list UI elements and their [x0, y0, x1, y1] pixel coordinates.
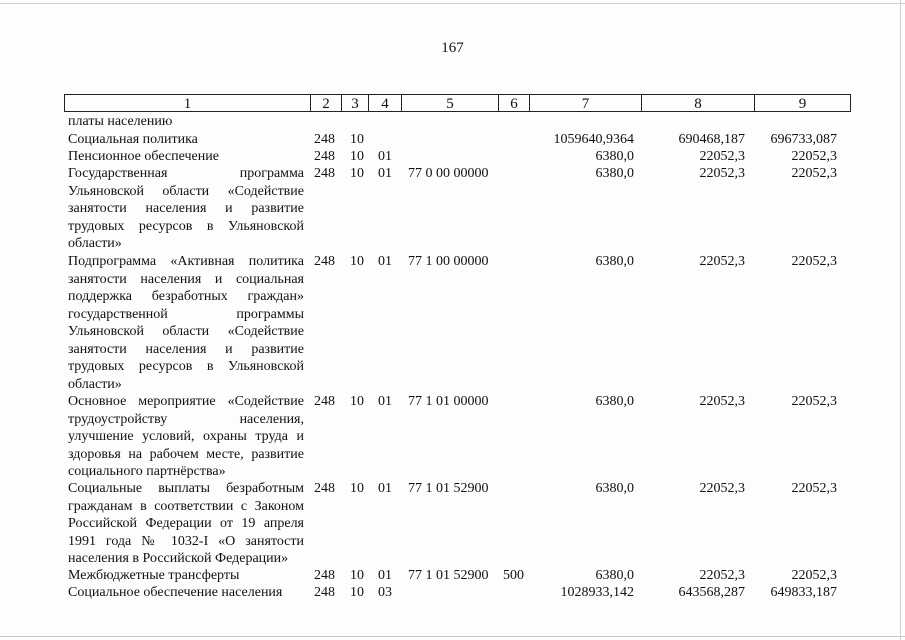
row-value-9: 22052,3 [791, 166, 837, 181]
row-code-4: 01 [378, 254, 392, 269]
row-value-8: 22052,3 [699, 568, 745, 583]
row-name: Социальное обеспечение населения [68, 585, 283, 600]
row-code-3: 10 [350, 149, 364, 164]
row-code-4: 01 [378, 568, 392, 583]
row-value-7: 6380,0 [595, 254, 634, 269]
row-code-4: 01 [378, 166, 392, 181]
row-value-7: 6380,0 [595, 149, 634, 164]
row-code-3: 10 [350, 254, 364, 269]
row-code-2: 248 [314, 394, 335, 409]
header-col-8: 8 [642, 94, 755, 112]
scan-edge-top [0, 3, 905, 4]
page-number: 167 [441, 40, 464, 56]
row-value-9: 696733,087 [770, 132, 837, 147]
row-code-6: 500 [503, 568, 524, 583]
row-code-5: 77 1 01 00000 [408, 394, 489, 409]
row-value-7: 1028933,142 [560, 585, 634, 600]
row-name: Государственная программа Ульяновской области «Содействие занятости населения и развитие трудовых ресурсов в Ульяновской области» [68, 166, 304, 251]
row-code-3: 10 [350, 585, 364, 600]
row-code-2: 248 [314, 481, 335, 496]
scan-edge-bottom [0, 636, 905, 637]
row-value-8: 690468,187 [678, 132, 745, 147]
header-col-1: 1 [64, 94, 311, 112]
row-value-9: 22052,3 [791, 394, 837, 409]
row-name: Основное мероприятие «Содействие трудоустройству населения, улучшение условий, охраны труда и здоровья на рабочем месте, развитие социального партнёрства» [68, 394, 304, 479]
row-value-9: 649833,187 [770, 585, 837, 600]
row-name: Социальные выплаты безработным гражданам в соответствии с Законом Российской Федерации от 19 апреля 1991 года № 1032-I «О занятости населения в Российской Федерации» [68, 481, 304, 566]
row-code-4: 03 [378, 585, 392, 600]
row-value-8: 22052,3 [699, 254, 745, 269]
row-code-4: 01 [378, 149, 392, 164]
row-name: Социальная политика [68, 132, 198, 147]
header-col-4: 4 [369, 94, 402, 112]
row-value-7: 1059640,9364 [553, 132, 634, 147]
row-code-4: 01 [378, 481, 392, 496]
header-col-2: 2 [311, 94, 342, 112]
row-code-2: 248 [314, 149, 335, 164]
row-code-3: 10 [350, 481, 364, 496]
row-value-8: 22052,3 [699, 394, 745, 409]
row-value-9: 22052,3 [791, 568, 837, 583]
row-value-7: 6380,0 [595, 568, 634, 583]
row-code-2: 248 [314, 254, 335, 269]
row-value-8: 22052,3 [699, 166, 745, 181]
row-code-3: 10 [350, 132, 364, 147]
row-code-3: 10 [350, 394, 364, 409]
row-code-3: 10 [350, 166, 364, 181]
continuation-text: платы населению [68, 114, 173, 129]
row-code-5: 77 1 01 52900 [408, 481, 489, 496]
header-col-6: 6 [499, 94, 530, 112]
row-code-5: 77 1 00 00000 [408, 254, 489, 269]
header-col-3: 3 [342, 94, 369, 112]
row-code-2: 248 [314, 585, 335, 600]
row-value-9: 22052,3 [791, 254, 837, 269]
row-code-5: 77 0 00 00000 [408, 166, 489, 181]
header-col-7: 7 [530, 94, 642, 112]
header-col-9: 9 [755, 94, 851, 112]
row-value-8: 22052,3 [699, 481, 745, 496]
row-code-3: 10 [350, 568, 364, 583]
row-name: Пенсионное обеспечение [68, 149, 219, 164]
row-value-7: 6380,0 [595, 481, 634, 496]
row-code-2: 248 [314, 132, 335, 147]
row-code-4: 01 [378, 394, 392, 409]
row-value-8: 22052,3 [699, 149, 745, 164]
header-col-5: 5 [402, 94, 499, 112]
row-value-9: 22052,3 [791, 149, 837, 164]
row-value-7: 6380,0 [595, 394, 634, 409]
row-code-2: 248 [314, 568, 335, 583]
row-name: Межбюджетные трансферты [68, 568, 240, 583]
row-code-5: 77 1 01 52900 [408, 568, 489, 583]
row-value-7: 6380,0 [595, 166, 634, 181]
row-name: Подпрограмма «Активная политика занятости населения и социальная поддержка безработных граждан» государственной программы Ульяновской области «Содействие занятости населения и развитие трудовых ресурсов в Ульяновской области» [68, 254, 304, 392]
row-value-9: 22052,3 [791, 481, 837, 496]
row-code-2: 248 [314, 166, 335, 181]
row-value-8: 643568,287 [678, 585, 745, 600]
scan-edge-right [900, 0, 901, 640]
